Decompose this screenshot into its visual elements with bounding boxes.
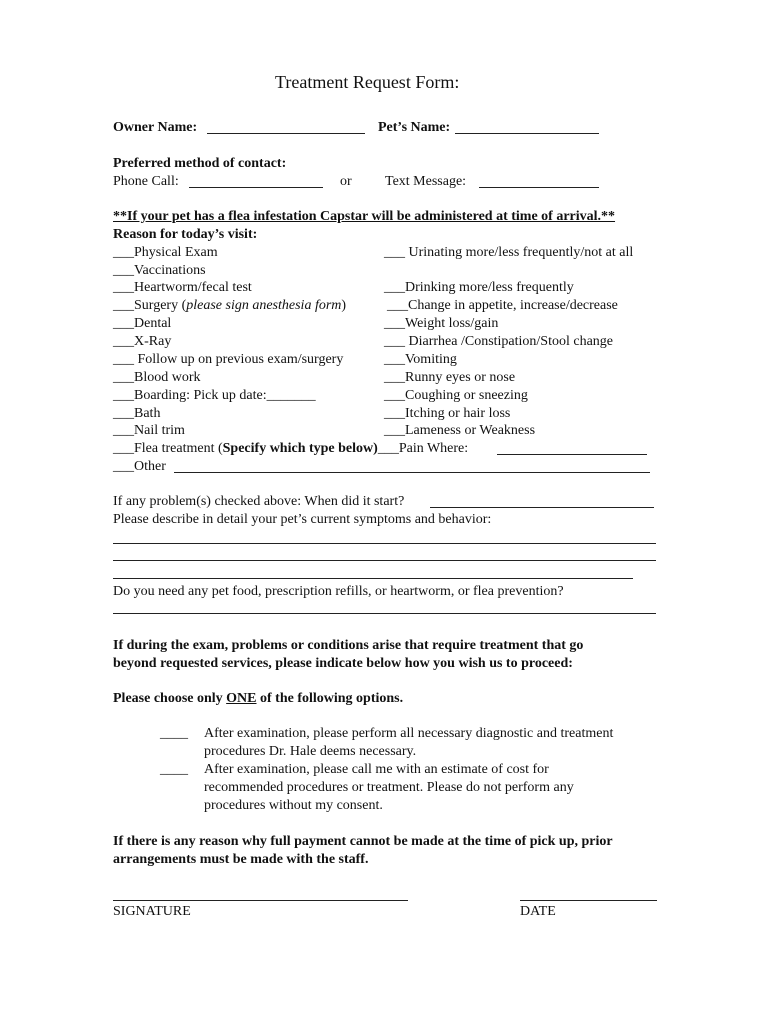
reason-itching[interactable]: ___Itching or hair loss (384, 406, 511, 421)
reason-runny-eyes[interactable]: ___Runny eyes or nose (384, 370, 516, 385)
choose-one-instruction: Please choose only ONE of the following options. (113, 691, 404, 706)
phone-call-field[interactable] (189, 174, 323, 188)
page-title: Treatment Request Form: (275, 72, 460, 92)
contact-heading: Preferred method of contact: (113, 156, 287, 171)
date-label: DATE (520, 904, 556, 919)
payment-notice-line-2: arrangements must be made with the staff. (113, 852, 369, 867)
reason-diarrhea[interactable]: ___ Diarrhea /Constipation/Stool change (384, 334, 614, 349)
food-answer-line[interactable] (113, 613, 656, 614)
option-1-text-line-2: procedures Dr. Hale deems necessary. (204, 744, 417, 759)
reason-flea-treatment[interactable]: ___Flea treatment (Specify which type below)___Pain Where: (113, 441, 469, 456)
describe-line-3[interactable] (113, 578, 633, 579)
pet-name-label: Pet’s Name: (378, 120, 451, 135)
reason-dental[interactable]: ___Dental (113, 316, 172, 331)
phone-call-label: Phone Call: (113, 174, 179, 189)
pain-where-field[interactable] (497, 441, 647, 455)
reason-follow-up[interactable]: ___ Follow up on previous exam/surgery (113, 352, 344, 367)
reason-nail-trim[interactable]: ___Nail trim (113, 423, 185, 438)
describe-line-1[interactable] (113, 543, 656, 544)
problem-start-question: If any problem(s) checked above: When did it start? (113, 494, 405, 509)
reason-blood-work[interactable]: ___Blood work (113, 370, 201, 385)
reason-vaccinations[interactable]: ___Vaccinations (113, 263, 206, 278)
reason-heading: Reason for today’s visit: (113, 227, 258, 242)
option-1-text-line-1: After examination, please perform all necessary diagnostic and treatment (204, 726, 614, 741)
payment-notice-line-1: If there is any reason why full payment cannot be made at the time of pick up, prior (113, 834, 613, 849)
food-question: Do you need any pet food, prescription refills, or heartworm, or flea prevention? (113, 584, 564, 599)
owner-name-field[interactable] (207, 120, 365, 134)
option-2-text-line-3: procedures without my consent. (204, 798, 383, 813)
reason-heartworm-fecal[interactable]: ___Heartworm/fecal test (113, 280, 252, 295)
problem-start-field[interactable] (430, 494, 654, 508)
reason-vomiting[interactable]: ___Vomiting (384, 352, 457, 367)
reason-surgery[interactable]: ___Surgery (please sign anesthesia form) (113, 298, 347, 313)
reason-other: ___Other (113, 459, 166, 474)
exam-notice-line-2: beyond requested services, please indicate below how you wish us to proceed: (113, 656, 573, 671)
reason-x-ray[interactable]: ___X-Ray (113, 334, 172, 349)
describe-line-2[interactable] (113, 560, 656, 561)
reason-physical-exam[interactable]: ___Physical Exam (113, 245, 218, 260)
reason-coughing[interactable]: ___Coughing or sneezing (384, 388, 528, 403)
reason-drinking[interactable]: ___Drinking more/less frequently (384, 280, 574, 295)
option-2-text-line-2: recommended procedures or treatment. Please do not perform any (204, 780, 574, 795)
option-2-marker[interactable]: ____ (160, 762, 188, 777)
option-1-marker[interactable]: ____ (160, 726, 188, 741)
exam-notice-line-1: If during the exam, problems or conditions arise that require treatment that go (113, 638, 584, 653)
text-message-field[interactable] (479, 174, 599, 188)
text-message-label: Text Message: (385, 174, 467, 189)
or-text: or (340, 174, 352, 189)
date-line[interactable] (520, 900, 657, 901)
signature-label: SIGNATURE (113, 904, 191, 919)
pet-name-field[interactable] (455, 120, 599, 134)
reason-boarding[interactable]: ___Boarding: Pick up date:_______ (113, 388, 316, 403)
describe-prompt: Please describe in detail your pet’s current symptoms and behavior: (113, 512, 492, 527)
option-2-text-line-1: After examination, please call me with an estimate of cost for (204, 762, 549, 777)
owner-name-label: Owner Name: (113, 120, 198, 135)
signature-line[interactable] (113, 900, 408, 901)
reason-bath[interactable]: ___Bath (113, 406, 161, 421)
flea-notice: **If your pet has a flea infestation Capstar will be administered at time of arrival.** (113, 209, 616, 224)
reason-urinating[interactable]: ___ Urinating more/less frequently/not at all (384, 245, 634, 260)
reason-lameness[interactable]: ___Lameness or Weakness (384, 423, 536, 438)
other-field[interactable] (174, 459, 650, 473)
reason-appetite[interactable]: ___Change in appetite, increase/decrease (387, 298, 618, 313)
reason-weight[interactable]: ___Weight loss/gain (384, 316, 499, 331)
